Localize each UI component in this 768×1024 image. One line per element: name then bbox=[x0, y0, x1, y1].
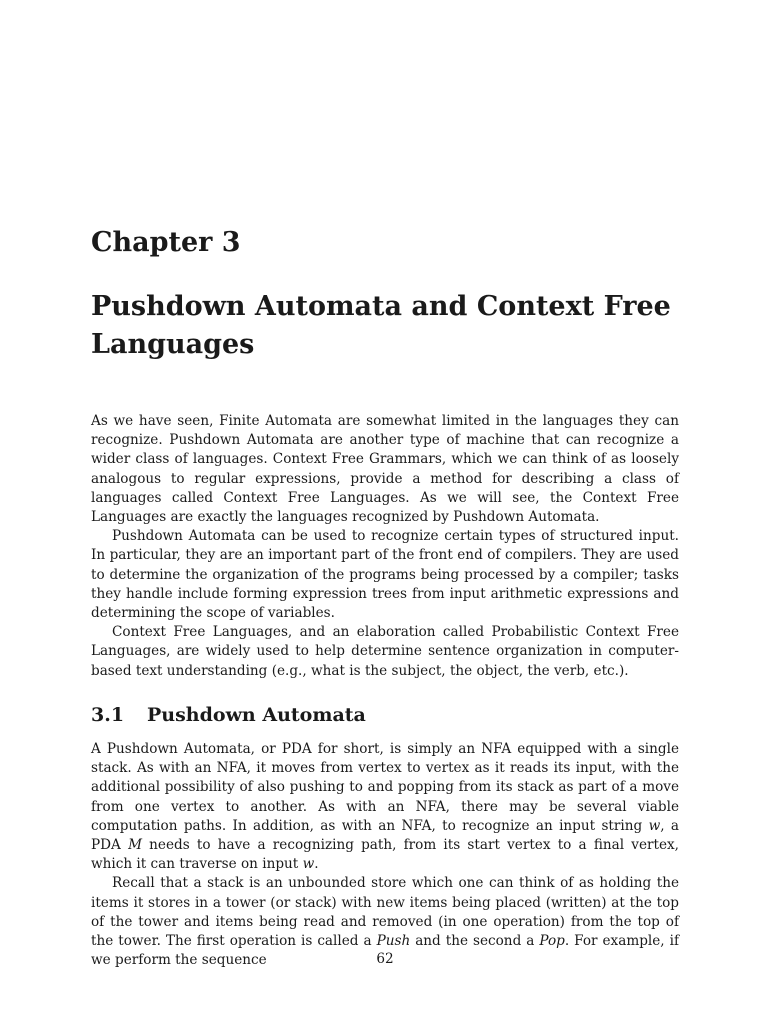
page-number: 62 bbox=[376, 951, 394, 967]
text-run: and the second a bbox=[410, 933, 540, 950]
text-run: . For example, if we perform the sequence bbox=[91, 933, 679, 969]
chapter-intro bbox=[91, 412, 679, 681]
text-run: A Pushdown Automata, or PDA for short, is simply an NFA equipped with a single stack. As with an NFA, it moves from vertex to vertex as it reads its input, with the additional possibility of also pushing to and popping from its stack as part of a move from one vertex to another. As with an NFA, there may be several viable computation paths. In addition, as with an NFA, to recognize an input string bbox=[91, 741, 679, 834]
section-3-1 bbox=[91, 703, 679, 970]
document-page bbox=[91, 0, 679, 1024]
math-variable-m: M bbox=[128, 837, 142, 854]
chapter-label: Chapter 3 bbox=[91, 227, 241, 258]
text-run: needs to have a recognizing path, from its start vertex to a final vertex, which it can traverse on input bbox=[91, 837, 680, 873]
section-number: 3.1 bbox=[91, 704, 125, 726]
chapter-title: Pushdown Automata and Context Free Languages bbox=[91, 291, 671, 360]
term-push: Push bbox=[376, 933, 411, 950]
term-pop: Pop bbox=[539, 933, 565, 950]
intro-paragraph: As we have seen, Finite Automata are somewhat limited in the languages they can recognize. Pushdown Automata are another type of machine that can recognize a wider class of languages. Context Free Grammars, which we can think of as loosely analogous to regular expressions, provide a method for describing a class of languages called Context Free Languages. As we will see, the Context Free Languages are exactly the languages recognized by Pushdown Automata. bbox=[91, 413, 679, 526]
math-variable-w: w bbox=[648, 817, 661, 834]
section-heading bbox=[91, 703, 679, 727]
section-title: Pushdown Automata bbox=[147, 704, 366, 726]
intro-paragraph: Context Free Languages, and an elaboration called Probabilistic Context Free Languages, are widely used to help determine sentence organization in computer-based text understanding (e.g., what is the subject, the object, the verb, etc.). bbox=[91, 624, 679, 679]
text-run: Recall that a stack is an unbounded store which one can think of as holding the items it stores in a tower (or stack) with new items being placed (written) at the top of the tower and items being read and removed (in one operation) from the top of the tower. The first operation is called a bbox=[91, 875, 679, 950]
intro-paragraph: Pushdown Automata can be used to recognize certain types of structured input. In particular, they are an important part of the front end of compilers. They are used to determine the organization of the programs being processed by a compiler; tasks they handle include forming expression trees from input arithmetic expressions and determining the scope of variables. bbox=[91, 528, 679, 622]
text-run: . bbox=[314, 856, 319, 873]
section-paragraph bbox=[91, 740, 679, 874]
text-run: , a PDA bbox=[91, 817, 679, 854]
math-variable-w: w bbox=[302, 856, 315, 873]
